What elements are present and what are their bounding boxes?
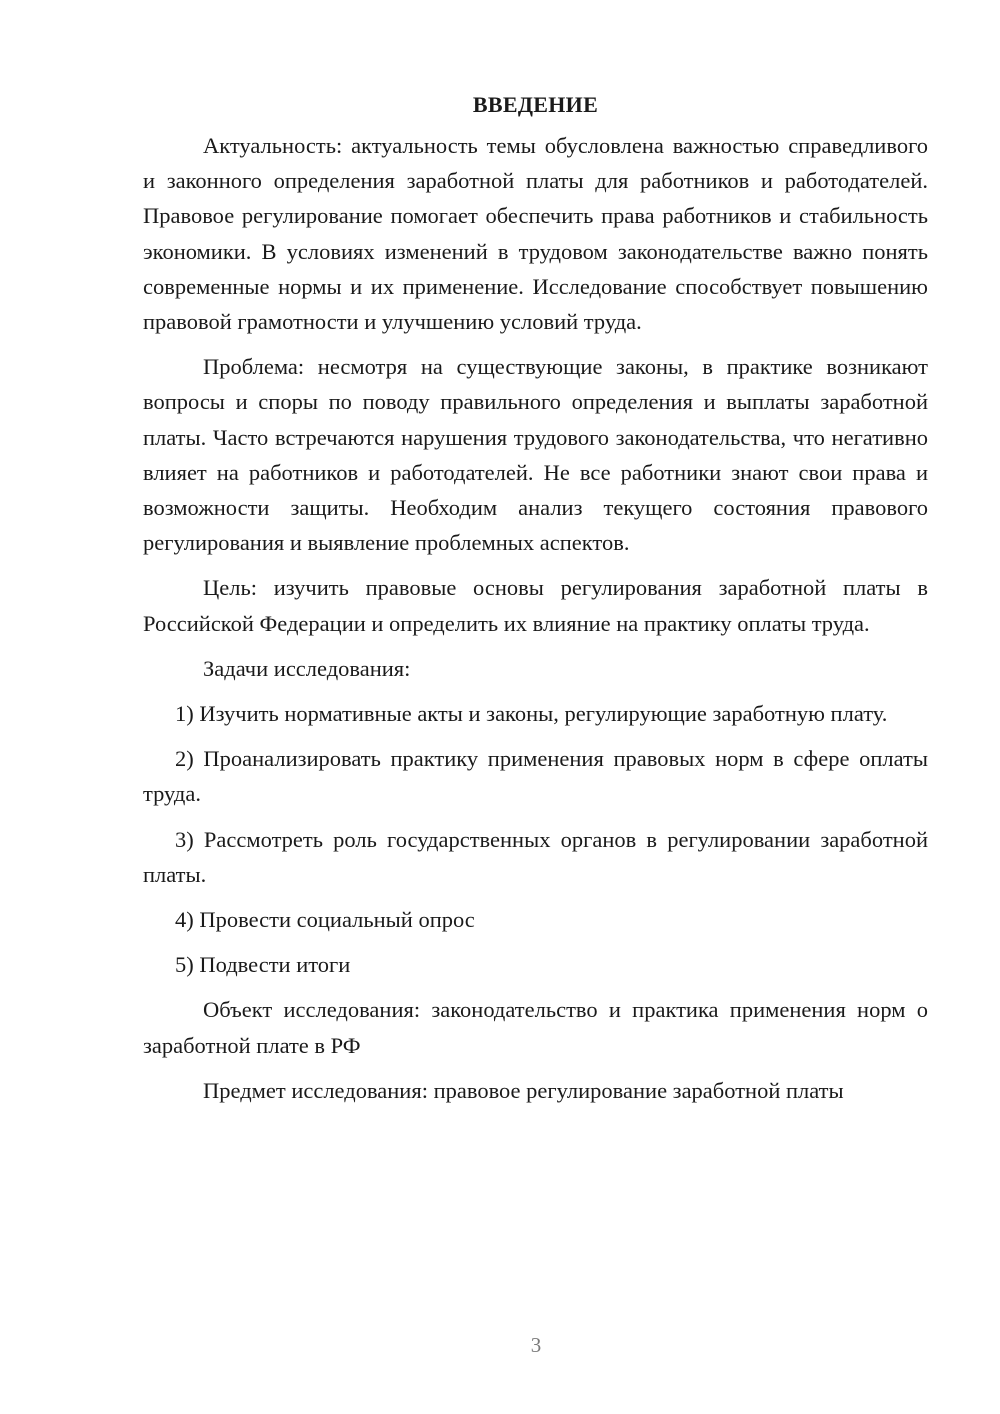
paragraph-subject: Предмет исследования: правовое регулирование заработной платы [203,1077,844,1103]
page-number: 3 [530,1333,542,1357]
paragraph-problem: Проблема: несмотря на существующие законы, в практике возникают вопросы и споры по поводу правильного определения и выплаты заработной платы. Часто встречаются нарушения трудового законодательства, что негативно влияет на работников и работодателей. Не все работники знают свои права и возможности защиты. Необходим анализ текущего состояния правового регулирования и выявление проблемных аспектов. [143,354,928,556]
tasks-heading: Задачи исследования: [203,655,411,681]
paragraph-object: Объект исследования: законодательство и практика применения норм о заработной плате в РФ [143,997,928,1058]
section-title: ВВЕДЕНИЕ [472,92,599,117]
paragraph-relevance: Актуальность: актуальность темы обусловлена важностью справедливого и законного определения заработной платы для работников и работодателей. Правовое регулирование помогает обеспечить права работников и стабильность экономики. В условиях изменений в трудовом законодательстве важно понять современные нормы и их применение. Исследование способствует повышению правовой грамотности и улучшению условий труда. [143,133,928,335]
task-item-5: 5) Подвести итоги [175,952,351,978]
task-item-1: 1) Изучить нормативные акты и законы, регулирующие заработную плату. [175,701,888,727]
task-item-3: 3) Рассмотреть роль государственных органов в регулировании заработной платы. [143,826,928,887]
task-item-4: 4) Провести социальный опрос [175,907,475,933]
paragraph-goal: Цель: изучить правовые основы регулирования заработной платы в Российской Федерации и определить их влияние на практику оплаты труда. [143,575,928,636]
document-page [143,90,928,1108]
task-item-2: 2) Проанализировать практику применения правовых норм в сфере оплаты труда. [143,746,928,807]
